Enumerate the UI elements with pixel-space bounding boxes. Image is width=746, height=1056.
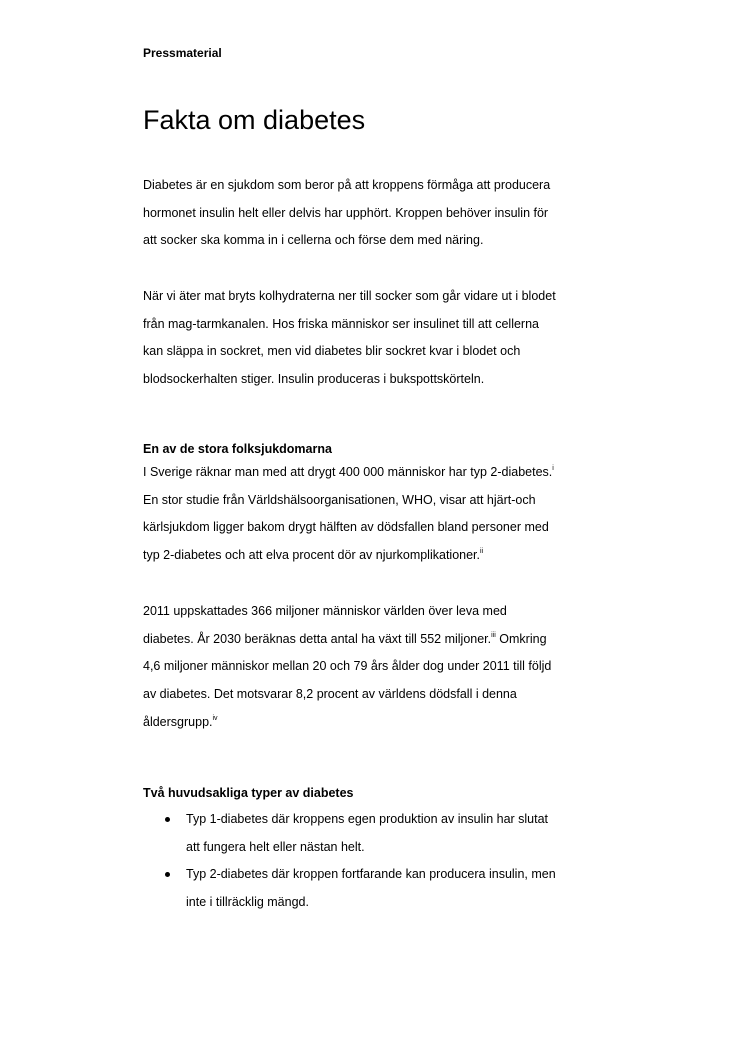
intro-line: Diabetes är en sjukdom som beror på att kroppens förmåga att producera <box>143 178 551 192</box>
paragraph-line: 4,6 miljoner människor mellan 20 och 79 års ålder dog under 2011 till följd <box>143 659 552 674</box>
list-item-line: att fungera helt eller nästan helt. <box>186 839 365 854</box>
paragraph-line: av diabetes. Det motsvarar 8,2 procent av världens dödsfall i denna <box>143 687 517 702</box>
intro-line: att socker ska komma in i cellerna och förse dem med näring. <box>143 233 484 248</box>
bullet-icon <box>165 872 170 877</box>
footnote-ref: iv <box>212 714 218 722</box>
sweden-statistics-paragraph <box>143 459 554 570</box>
list-item-line: Typ 2-diabetes där kroppen fortfarande kan producera insulin, men <box>186 867 556 882</box>
paragraph-line <box>143 709 551 737</box>
section-heading-folksjukdomar: En av de stora folksjukdomarna <box>143 442 332 456</box>
paragraph-line: kärlsjukdom ligger bakom drygt hälften av dödsfallen bland personer med <box>143 520 549 535</box>
footnote-ref: i <box>552 465 554 472</box>
page-title: Fakta om diabetes <box>143 105 366 135</box>
line-text: I Sverige räknar man med att drygt 400 000 människor har typ 2-diabetes. <box>143 465 553 479</box>
footnote-ref: ii <box>480 548 484 556</box>
line-text: diabetes. År 2030 beräknas detta antal ha växt till 552 miljoner. <box>143 631 492 646</box>
digestion-line: När vi äter mat bryts kolhydraterna ner till socker som går vidare ut i blodet <box>143 289 556 303</box>
diabetes-types-list <box>143 806 556 917</box>
intro-paragraph <box>143 172 550 255</box>
world-statistics-paragraph <box>143 598 551 737</box>
paragraph-line <box>143 459 554 487</box>
press-label: Pressmaterial <box>143 46 222 60</box>
digestion-line: kan släppa in sockret, men vid diabetes blir sockret kvar i blodet och <box>143 344 521 359</box>
line-text: åldersgrupp. <box>143 714 213 729</box>
list-item <box>143 861 556 916</box>
line-text: Omkring <box>495 631 547 646</box>
list-item <box>143 806 556 861</box>
list-item-line: Typ 1-diabetes där kroppens egen produktion av insulin har slutat <box>186 812 549 826</box>
digestion-line: från mag-tarmkanalen. Hos friska människor ser insulinet till att cellerna <box>143 316 539 331</box>
section-heading-diabetes-types: Två huvudsakliga typer av diabetes <box>143 786 354 800</box>
line-text: typ 2-diabetes och att elva procent dör av njurkomplikationer. <box>143 548 480 563</box>
intro-line: hormonet insulin helt eller delvis har upphört. Kroppen behöver insulin för <box>143 205 549 220</box>
digestion-line: blodsockerhalten stiger. Insulin produceras i bukspottskörteln. <box>143 372 485 387</box>
paragraph-line: 2011 uppskattades 366 miljoner människor världen över leva med <box>143 604 507 618</box>
paragraph-line <box>143 626 551 654</box>
bullet-icon <box>165 817 170 822</box>
paragraph-line <box>143 542 554 570</box>
digestion-paragraph <box>143 283 556 394</box>
footnote-ref: iii <box>491 631 496 639</box>
paragraph-line: En stor studie från Världshälsoorganisationen, WHO, visar att hjärt-och <box>143 492 536 507</box>
list-item-line: inte i tillräcklig mängd. <box>186 895 309 910</box>
